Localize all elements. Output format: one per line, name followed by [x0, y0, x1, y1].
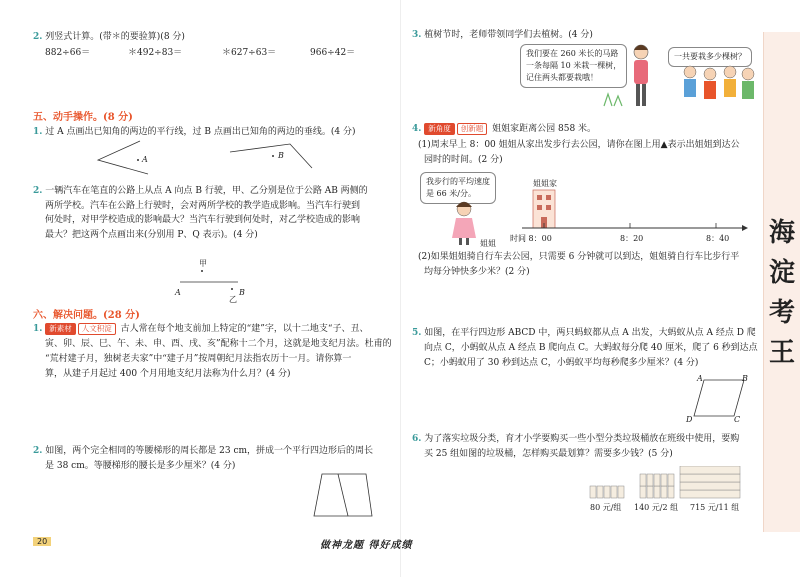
vertex-a: A [697, 374, 703, 383]
culture-tag: 人文积淀 [78, 323, 116, 335]
question-6: 6. 为了落实垃圾分类，育才小学要购买一些小型分类垃圾桶放在班级中使用，要购 买 25 组如图的垃圾桶，怎样购买最划算？需要多少钱？(5 分) [412, 434, 740, 459]
kids-speech-bubble: 一共要栽多少棵树？ [668, 47, 752, 67]
tree-saplings-icon [600, 90, 630, 108]
price-two: 140 元/2 组 [634, 503, 679, 512]
brand-char-3: 考 [768, 298, 795, 328]
school-yi-label: 乙 [229, 295, 237, 304]
calc-1: 882÷66＝ [45, 48, 91, 58]
question-3: 3. 植树节时，老师带领同学们去植树。(4 分) [412, 30, 593, 40]
new-material-tag: 新素材 [45, 323, 76, 335]
vertex-b: B [742, 374, 748, 383]
q4-part-1: (1)周末早上 8：00 姐姐从家出发步行去公园，请你在图上用▲表示出姐姐到达公 园时的时间。(2 分) [418, 140, 740, 165]
timeline-start-label: 时间 8：00 [510, 234, 552, 243]
sister-speech-bubble: 我步行的平均速度 是 66 米/分。 [420, 172, 496, 204]
road-point-b: B [239, 288, 245, 297]
kids-figure [678, 62, 756, 110]
calc-2: ＊492÷83＝ [128, 48, 183, 58]
angles-figure [90, 138, 330, 178]
school-jia-label: 甲 [199, 259, 207, 268]
price-eleven: 715 元/11 组 [690, 503, 740, 512]
teacher-figure [626, 42, 656, 112]
brand-char-4: 王 [768, 338, 795, 368]
footer-slogan: 做神龙题 得好成绩 [320, 540, 413, 551]
question-5: 5. 如图，在平行四边形 ABCD 中，两只蚂蚁都从点 A 出发，大蚂蚁从点 A 经点 D 爬 向点 C，小蚂蚁从点 A 经点 B 爬向点 C。大蚂蚁每分爬 40 厘米，爬了 6 秒到达点 C；小蚂蚁用了 30 秒到达点 C，小蚂蚁平均每秒爬多少厘米？(4 分) [412, 328, 758, 368]
sister-label: 姐姐 [480, 239, 496, 248]
price-single: 80 元/组 [590, 503, 622, 512]
question-number: 2. [33, 32, 43, 42]
road-figure [178, 270, 248, 290]
home-label: 姐姐家 [533, 179, 557, 188]
brand-char-2: 淀 [768, 258, 795, 288]
s6-question-1: 1. 新素材 人文积淀 古人常在每个地支前加上特定的“建”字，以十二地支“子、丑、 寅、卯、辰、巳、午、未、申、酉、戌、亥”配称十二个月，这就是地支纪月法。杜甫的 “荒村建子月，独树老夫家”中“建子月”按周朝纪月法指农历十一月。请你算一 算，从建子月起过 400 个月用地支纪月法称为什么月？(4 分) [33, 324, 392, 379]
s6-question-2: 2. 如图，两个完全相同的等腰梯形的周长都是 23 cm，拼成一个平行四边形后的周长 是 38 cm。等腰梯形的腰长是多少厘米？(4 分) [33, 446, 374, 471]
teacher-speech-bubble: 我们要在 260 米长的马路 一条每隔 10 米栽一棵树， 记住两头都要栽哦！ [520, 44, 627, 88]
new-angle-tag: 新角度 [424, 123, 455, 135]
point-b-label: B [278, 151, 284, 160]
q4-part-2: (2)如果姐姐骑自行车去公园，只需要 6 分钟就可以到达，姐姐骑自行车比步行平 均每分钟快多少米？(2 分) [418, 252, 740, 277]
calc-4: 966÷42＝ [310, 48, 356, 58]
point-a-label: A [142, 155, 148, 164]
brand-char-1: 海 [768, 218, 795, 248]
trash-bins-figure [588, 466, 748, 502]
timeline-tick-840: 8：40 [706, 234, 730, 243]
page-number: 20 [33, 537, 51, 546]
s5-question-1: 1. 过 A 点画出已知角的两边的平行线，过 B 点画出已知角的两边的垂线。(4 分) [33, 127, 356, 137]
section-6-title: 六、解决问题。(28 分) [33, 310, 140, 321]
page-gutter [400, 0, 401, 577]
vertex-d: D [686, 415, 693, 424]
question-2-header: 2. 列竖式计算。(带＊的要验算)(8 分) [33, 32, 185, 42]
timeline-tick-820: 8：20 [620, 234, 644, 243]
road-point-a: A [175, 288, 181, 297]
vertex-c: C [734, 415, 741, 424]
question-4: 4. 新角度 创新题 姐姐家距离公园 858 米。 [412, 124, 597, 134]
innovation-tag: 创新题 [457, 123, 488, 135]
section-5-title: 五、动手操作。(8 分) [33, 112, 133, 123]
sister-figure [446, 200, 482, 246]
s5-question-2: 2. 一辆汽车在笔直的公路上从点 A 向点 B 行驶，甲、乙分别是位于公路 AB 两侧的 两所学校。汽车在公路上行驶时，会对两所学校的教学造成影响。当汽车行驶到 何处时，对甲学校造成的影响最大？当汽车行驶到何处时，对乙学校造成的影响 最大？把这两个点画出来(分别用 P、Q 表示)。(4 分) [33, 186, 368, 240]
calc-3: ＊627÷63＝ [222, 48, 277, 58]
parallelogram-from-trapezoids [308, 470, 378, 520]
